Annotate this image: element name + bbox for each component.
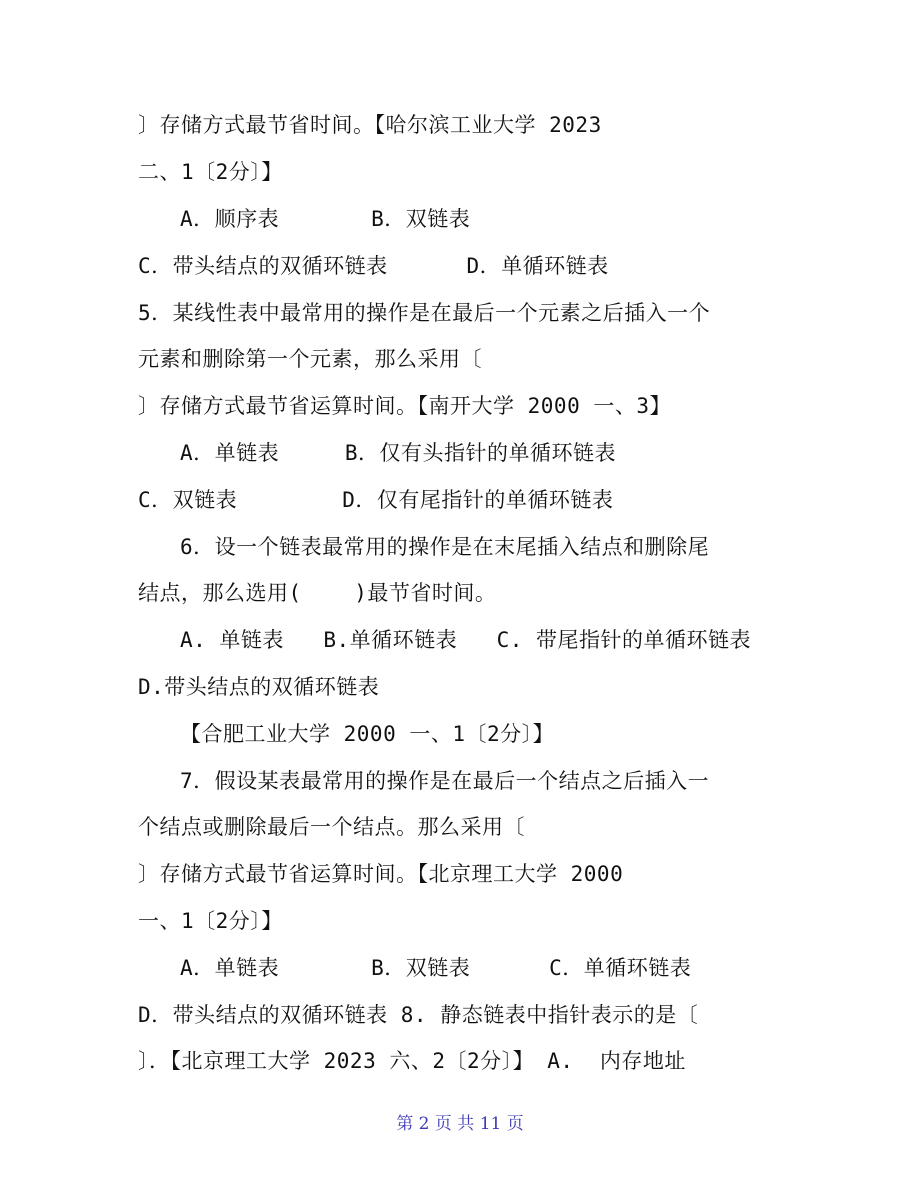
- text-line-10: 6．设一个链表最常用的操作是在末尾插入结点和删除尾: [180, 535, 710, 559]
- text-line-17: 〕存储方式最节省运算时间。【北京理工大学 2000: [138, 862, 624, 886]
- text-line-1: 〕存储方式最节省时间。【哈尔滨工业大学 2023: [138, 113, 602, 137]
- text-line-2: 二、1〔2分〕】: [138, 160, 283, 184]
- text-line-9: C．双链表 D．仅有尾指针的单循环链表: [138, 488, 614, 512]
- text-line-12: A. 单链表 B.单循环链表 C. 带尾指针的单循环链表: [180, 628, 752, 652]
- text-line-20: D．带头结点的双循环链表 8. 静态链表中指针表示的是〔: [138, 1003, 699, 1027]
- text-line-5: 5．某线性表中最常用的操作是在最后一个元素之后插入一个: [138, 301, 711, 325]
- text-line-21: 〕．【北京理工大学 2023 六、2〔2分〕】 A. 内存地址: [138, 1049, 686, 1073]
- text-line-13: D.带头结点的双循环链表: [138, 675, 380, 699]
- text-line-3: A．顺序表 B．双链表: [180, 207, 471, 231]
- text-line-14: 【合肥工业大学 2000 一、1〔2分〕】: [180, 722, 555, 746]
- text-line-18: 一、1〔2分〕】: [138, 909, 283, 933]
- text-line-11: 结点，那么选用( )最节省时间。: [138, 581, 497, 605]
- text-line-16: 个结点或删除最后一个结点。那么采用〔: [138, 815, 525, 839]
- text-line-19: A．单链表 B．双链表 C．单循环链表: [180, 956, 692, 980]
- page-footer: 第 2 页 共 11 页: [396, 1114, 524, 1134]
- text-line-7: 〕存储方式最节省运算时间。【南开大学 2000 一、3】: [138, 394, 671, 418]
- text-line-6: 元素和删除第一个元素，那么采用〔: [138, 347, 482, 371]
- text-line-8: A．单链表 B．仅有头指针的单循环链表: [180, 441, 616, 465]
- text-line-15: 7．假设某表最常用的操作是在最后一个结点之后插入一: [180, 769, 710, 793]
- text-line-4: C．带头结点的双循环链表 D．单循环链表: [138, 254, 609, 278]
